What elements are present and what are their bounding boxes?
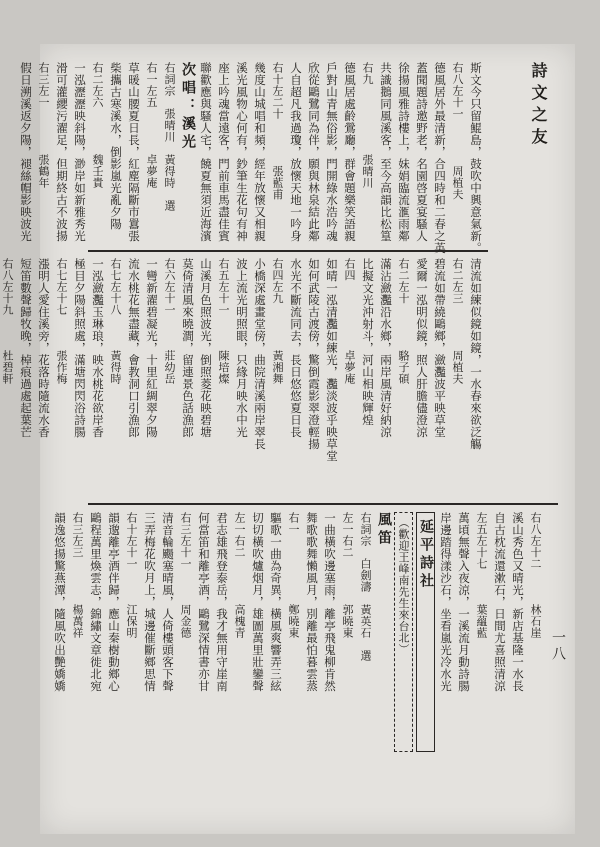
author-line: 右十左十一 江保明 [125, 512, 138, 639]
verse-line: 岸邊踏得漾沙石，坐看嵐光冷水光 [439, 512, 453, 692]
verse-line: 聯歡應與騷人宅，饒夏無須近海濱 [199, 62, 213, 242]
author-line: 左一右二 高槐青 [233, 512, 246, 639]
author-line: 右二左三 周植夫 [451, 258, 464, 385]
author-line: 右三左一 張鶴年 [37, 62, 50, 189]
verse-line: 戶對山青無俗影，門開綠水浩吟魂 [325, 62, 339, 242]
author-line: 右二左六 魏壬貴 [91, 62, 104, 189]
verse-line: 碧流如帶繞鷗鄉，瀲灩波平映草堂 [433, 258, 447, 438]
verse-line: 三弄梅花吹月上，城邊催斷鄉思情 [143, 512, 157, 692]
verse-line: 德風居處齡鶯廳，群會題樂笑語親 [343, 62, 357, 242]
page-number: 一八 [550, 630, 566, 662]
author-line: 右七左十七 張作梅 [55, 258, 68, 385]
verse-line: 蓋聞題詩邀野老，名園啓夏宴騷人 [415, 62, 429, 242]
verse-line: 莫倚清風來曉澗，留連景色話漁郎 [181, 258, 195, 438]
author-line: 右八左十九 杜碧軒 [1, 258, 14, 385]
verse-line: 萬頃無聲入夜涼，一溪流月動詩腸 [457, 512, 471, 692]
author-line: 右一 鄭曉東 [287, 512, 300, 639]
verse-line: 欣從鷗鷺同為伴，願與林泉結此鄰 [307, 62, 321, 242]
verse-line: 漲明人愛住溪旁，花落時隨流水香 [37, 258, 51, 438]
verse-line: 溪光風物心何有，鈔筆生花句有神 [235, 62, 249, 242]
society-subtitle: （歡迎王峰南先生來台北） [394, 512, 413, 752]
verse-line: 一彎新濯碧凝光，十里紅綢翠夕陽 [145, 258, 159, 438]
verse-line: 如何武陵古渡傍，驚倒霞影翠澄輕揚 [307, 258, 321, 450]
divider-middle [88, 503, 558, 505]
verse-line: 一泓瀲灩玉琳琅，映水桃花欲岸香 [91, 258, 105, 438]
author-line: 右三左十一 周金德 [179, 512, 192, 639]
verse-line: 共識鵝同風溪客，至今高韻比松篁 [379, 62, 393, 242]
verse-line: 德風居外最清新，合四時和二春之英 [433, 62, 447, 254]
verse-line: 人自超凡我過瓊，放懷天地一吟身 [289, 62, 303, 242]
judges-line: 右詞宗 白劍濤 黃英石 選 [359, 512, 372, 662]
author-line: 右七左十八 黃得時 [109, 258, 122, 385]
verse-line: 驅歌一曲為奇異，橫風爽響弄三絃 [269, 512, 283, 692]
verse-line: 極目夕陽斜照處，滿塘閃閃浴詩腸 [73, 258, 87, 438]
author-line: 右六左十一 莊幼岳 [163, 258, 176, 385]
author-line: 右四 卓夢庵 [343, 258, 356, 385]
verse-line: 水光不斷流同去，長日悠悠夏日長 [289, 258, 303, 438]
verse-line: 君志雄飛登泰岳，我才無用守崖南 [215, 512, 229, 692]
verse-line: 流水桃花無盡藏，會教洞口引漁郎 [127, 258, 141, 438]
verse-line: 徐揚風雅詩樓上，妹娟臨流滙雨鄰 [397, 62, 411, 242]
verse-line: 滑可灌纓污濯足，但期終古不波揚 [55, 62, 69, 242]
author-line: 右九 張晴川 [361, 62, 374, 189]
verse-line: 比擬文光沖射斗，河山相映輝煌 [361, 258, 375, 426]
author-line: 右十左二十 張藍甫 [271, 62, 284, 200]
verse-line: 愛爾一泓明似鏡，照人肝膽儘澄涼 [415, 258, 429, 438]
verse-line: 幾度山城唱和頻，經年放懷又相親 [253, 62, 267, 242]
verse-line: 座上吟魂當遠客，門前車馬盡佳賓 [217, 62, 231, 242]
middle-block [1, 258, 483, 498]
verse-line: 一曲橫吹邊塞雨，離亭飛鬼柳肯然 [323, 512, 337, 692]
author-line: 右一左五 卓夢庵 [145, 62, 158, 189]
verse-line: 自古枕流還漱石，日間尤喜照清涼 [493, 512, 507, 692]
verse-line: 小橋深處畫堂傍，曲院清溪兩岸翠長 [253, 258, 267, 450]
verse-line: 柴攜古寒溪水，倒影嵐光亂夕陽 [109, 62, 123, 230]
verse-line: 滿沾瀲灩沿水鄉，兩岸風清好納涼 [379, 258, 393, 438]
verse-line: 清流如練似鏡如鏡，一水春來欲泛觴 [469, 258, 483, 450]
verse-line: 山溪月色照波光，倒照菱花映碧塘 [199, 258, 213, 438]
verse-line: 草暖山腰夏日長，紅塵隔斷市囂張 [127, 62, 141, 242]
author-line: 右八左十二 林石崖 [529, 512, 542, 639]
verse-line: 溪山秀色又晴光，新店基隆一水長 [511, 512, 525, 692]
heading-second-round: 次唱：溪光 [180, 62, 196, 152]
verse-line: 如晴一泓清灩如練光，灩淡波乎映草堂 [325, 258, 339, 462]
verse-line: 舞歌歌舞懶風月，別離最怕暮雲蒸 [305, 512, 319, 692]
verse-line: 韻逸悠揚驚燕潭，隨風吹出艷嬌嬌 [53, 512, 67, 692]
judges-line: 右詞宗 張晴川 黃得時 選 [163, 62, 176, 212]
lower-block [53, 512, 543, 752]
verse-line: 波上流光明照眼，只緣月映水中光 [235, 258, 249, 438]
author-line: 左一右二 郭曉東 [341, 512, 354, 639]
verse-line: 清音輪颺塞晴風，人倚樓頭客下聲 [161, 512, 175, 692]
author-line: 右八左十一 周植夫 [451, 62, 464, 200]
verse-line: 斯文今只留鯤島，鼓吹中興意氣新。 [469, 62, 483, 254]
verse-line: 假日溯溪返夕陽，褪絲帽影映波光 [19, 62, 33, 242]
poetry-society-heading: 延平詩社 [416, 512, 435, 752]
author-line: 右五左十一 陳培燦 [217, 258, 230, 385]
topic-heading: 風笛 [376, 512, 392, 548]
section-title: 詩文之友 [529, 62, 548, 150]
author-line: 右四左九 黃湘舞 [271, 258, 284, 385]
verse-line: 韻邈離亭酒伴歸，應山秦樹動鄉心 [107, 512, 121, 692]
verse-line: 一泓瀝瀝映斜陽，渺岸如新雅秀光 [73, 62, 87, 242]
verse-line: 短笛數聲歸牧晚，棹痕過處起葉芒 [19, 258, 33, 438]
verse-line: 鷗程萬里煥雲志，錦繡文章徙北宛 [89, 512, 103, 692]
verse-line: 何當笛和離亭酒，鷗鷺深情書亦甘 [197, 512, 211, 692]
author-line: 左五左十七 葉蘊藍 [475, 512, 488, 639]
author-line: 右三左三 楊萬祥 [71, 512, 84, 639]
author-line: 右二左十 駱子碩 [397, 258, 410, 385]
verse-line: 切切橫吹爐烟月，雄圖萬里壯鑾聲 [251, 512, 265, 692]
